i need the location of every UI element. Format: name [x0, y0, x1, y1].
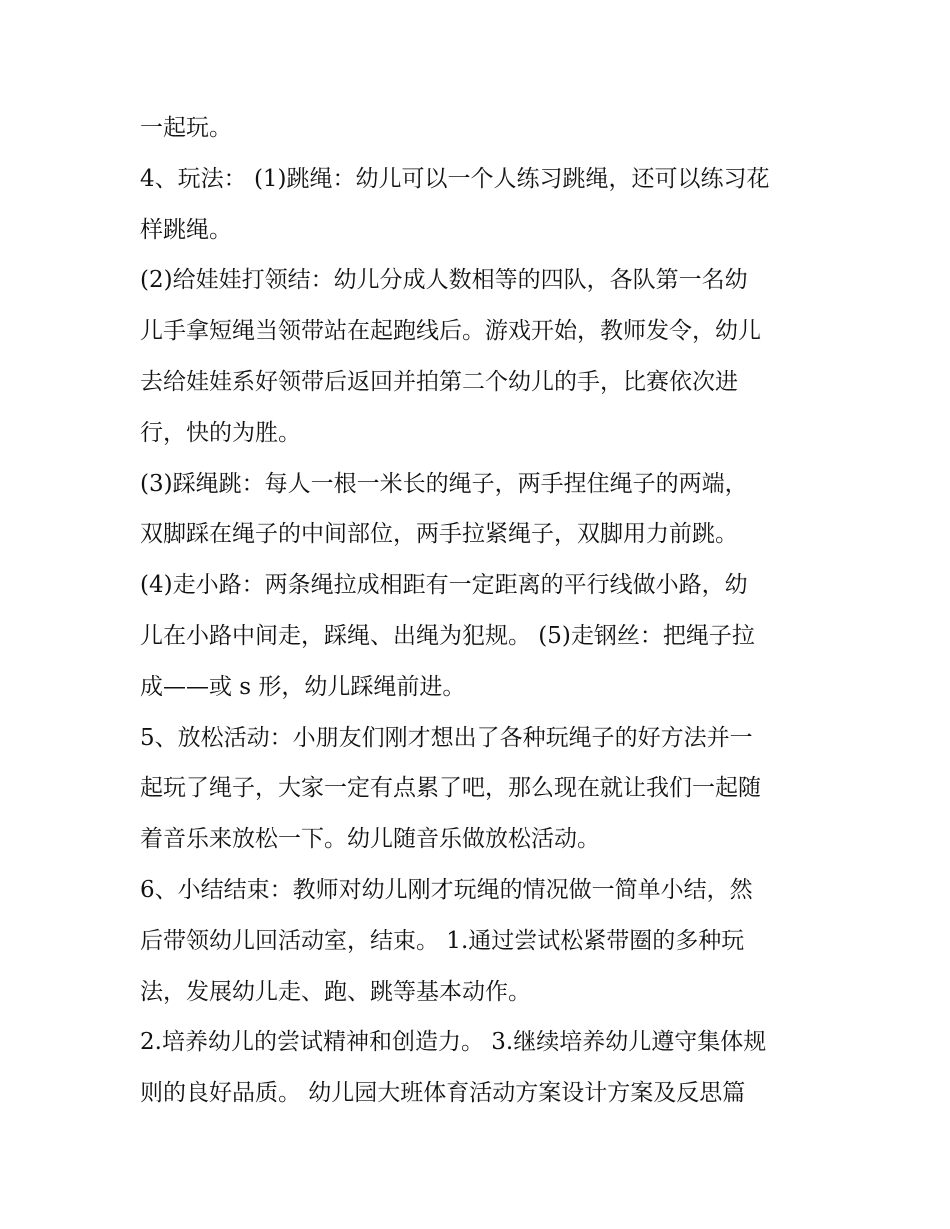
document-body	[140, 103, 820, 1119]
text-line: 儿在小路中间走，踩绳、出绳为犯规。 (5)走钢丝：把绳子拉	[140, 622, 755, 649]
text-line: 2.培养幼儿的尝试精神和创造力。 3.继续培养幼儿遵守集体规	[140, 1029, 767, 1056]
text-line: 去给娃娃系好领带后返回并拍第二个幼儿的手，比赛依次进	[140, 368, 738, 395]
text-line: 成——或 s 形，幼儿踩绳前进。	[140, 673, 466, 700]
text-line: 6、小结结束：教师对幼儿刚才玩绳的情况做一简单小结，然	[140, 876, 753, 903]
text-line: (4)走小路：两条绳拉成相距有一定距离的平行线做小路，幼	[140, 572, 748, 599]
text-line: (3)踩绳跳：每人一根一米长的绳子，两手捏住绳子的两端，	[140, 470, 748, 497]
text-line: 着音乐来放松一下。幼儿随音乐做放松活动。	[140, 826, 600, 853]
text-line: 4、玩法： (1)跳绳：幼儿可以一个人练习跳绳，还可以练习花	[140, 165, 770, 192]
text-line: (2)给娃娃打领结：幼儿分成人数相等的四队，各队第一名幼	[140, 267, 748, 294]
text-line: 样跳绳。	[140, 216, 232, 243]
text-line: 行，快的为胜。	[140, 419, 301, 446]
text-line: 儿手拿短绳当领带站在起跑线后。游戏开始，教师发令，幼儿	[140, 318, 761, 345]
text-line: 双脚踩在绳子的中间部位，两手拉紧绳子，双脚用力前跳。	[140, 521, 738, 548]
text-line: 5、放松活动：小朋友们刚才想出了各种玩绳子的好方法并一	[140, 724, 753, 751]
text-line: 则的良好品质。 幼儿园大班体育活动方案设计方案及反思篇	[140, 1080, 746, 1107]
text-line: 一起玩。	[140, 115, 232, 141]
text-line: 起玩了绳子，大家一定有点累了吧，那么现在就让我们一起随	[140, 775, 761, 802]
text-line: 法，发展幼儿走、跑、跳等基本动作。	[140, 978, 531, 1005]
text-line: 后带领幼儿回活动室，结束。 1.通过尝试松紧带圈的多种玩	[140, 927, 745, 954]
